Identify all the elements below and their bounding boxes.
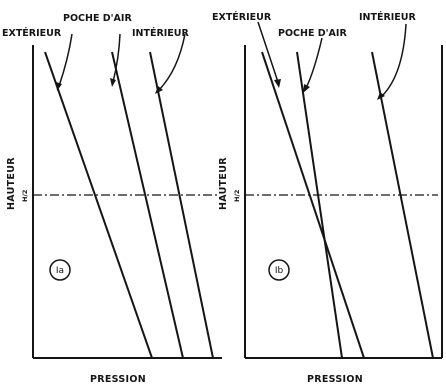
panel-1a xyxy=(2,13,222,384)
panel-1b-y-axis-marker: H/2 xyxy=(233,189,241,202)
panel-1a-exterieur-leader xyxy=(59,34,72,86)
panel-1a-y-axis-label: HAUTEUR xyxy=(6,157,17,210)
panel-1b-poche-air-leader xyxy=(306,38,322,88)
panel-1b-poche-air-line xyxy=(297,52,342,358)
panel-1a-interieur-line xyxy=(150,52,213,358)
panel-1b-circle-label: Ib xyxy=(274,266,284,276)
panel-1a-label-interieur: INTÉRIEUR xyxy=(132,28,189,39)
panel-1b-y-axis-label: HAUTEUR xyxy=(218,157,229,210)
panel-1a-label-poche-air: POCHE D'AIR xyxy=(63,13,132,24)
panel-1b-label-poche-air: POCHE D'AIR xyxy=(278,28,347,39)
panel-1b-exterieur-line xyxy=(262,52,364,358)
panel-1b-label-interieur: INTÉRIEUR xyxy=(359,12,416,23)
panel-1a-interieur-leader xyxy=(159,34,185,90)
panel-1b-poche-air-arrowhead xyxy=(303,84,310,93)
panel-1b-interieur-leader xyxy=(382,24,406,96)
panel-1a-y-axis-marker: H/2 xyxy=(21,189,29,202)
panel-1b-exterieur-arrowhead xyxy=(274,79,281,88)
panel-1a-poche-air-line xyxy=(112,52,183,358)
panel-1a-poche-air-arrowhead xyxy=(110,78,116,87)
panel-1a-x-axis-label: PRESSION xyxy=(90,374,146,384)
panel-1b-label-exterieur: EXTÉRIEUR xyxy=(212,12,272,23)
panel-1a-circle-label: Ia xyxy=(55,266,65,276)
panel-1a-exterieur-line xyxy=(45,52,152,358)
panel-1a-label-exterieur: EXTÉRIEUR xyxy=(2,28,62,39)
panel-1b-x-axis-label: PRESSION xyxy=(307,374,363,384)
panel-1b xyxy=(212,11,442,384)
